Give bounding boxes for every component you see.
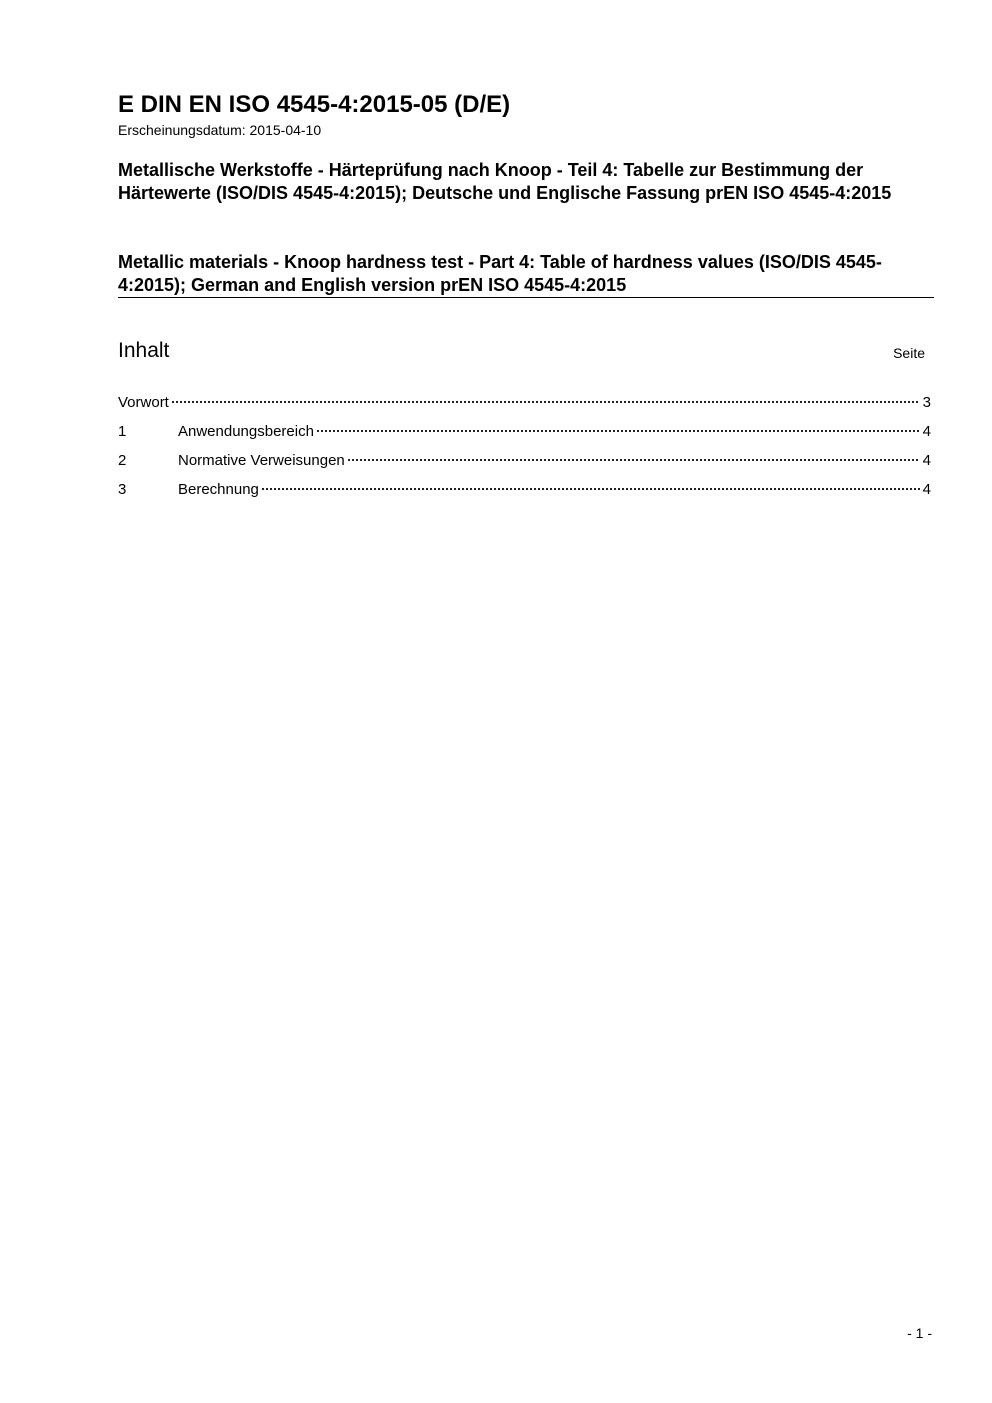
toc-entry-page: 3 [922, 394, 931, 411]
toc-entry-title: Normative Verweisungen [178, 452, 345, 469]
toc-dot-leader [261, 488, 920, 490]
toc-entry-page: 4 [922, 452, 931, 469]
toc-entry-number: 3 [118, 481, 127, 498]
toc-entry-number: 2 [118, 452, 127, 469]
toc-dot-leader [316, 430, 920, 432]
table-of-contents [118, 393, 931, 509]
page-number: - 1 - [907, 1325, 932, 1341]
toc-entry-berechnung[interactable] [118, 480, 931, 509]
toc-entry-page: 4 [922, 481, 931, 498]
toc-entry-page: 4 [922, 423, 931, 440]
title-german: Metallische Werkstoffe - Härteprüfung nach Knoop - Teil 4: Tabelle zur Bestimmung der Härtewerte (ISO/DIS 4545-4:2015); Deutsche und Englische Fassung prEN ISO 4545-4:2015 [118, 160, 892, 203]
document-number: E DIN EN ISO 4545-4:2015-05 (D/E) [118, 91, 511, 118]
toc-entry-number: 1 [118, 423, 127, 440]
toc-entry-vorwort[interactable] [118, 393, 931, 422]
toc-dot-leader [347, 459, 920, 461]
toc-entry-title: Anwendungsbereich [178, 423, 314, 440]
toc-entry-normative-verweisungen[interactable] [118, 451, 931, 480]
title-english: Metallic materials - Knoop hardness test - Part 4: Table of hardness values (ISO/DIS 4545-4:2015); German and English version prEN ISO 4545-4:2015 [118, 252, 882, 295]
toc-page-column-label: Seite [893, 345, 925, 361]
toc-entry-title: Berechnung [178, 481, 259, 498]
title-divider [118, 297, 934, 298]
toc-heading: Inhalt [118, 339, 170, 362]
toc-entry-title: Vorwort [118, 394, 169, 411]
toc-entry-anwendungsbereich[interactable] [118, 422, 931, 451]
toc-dot-leader [171, 401, 920, 403]
publication-date: Erscheinungsdatum: 2015-04-10 [118, 122, 322, 138]
